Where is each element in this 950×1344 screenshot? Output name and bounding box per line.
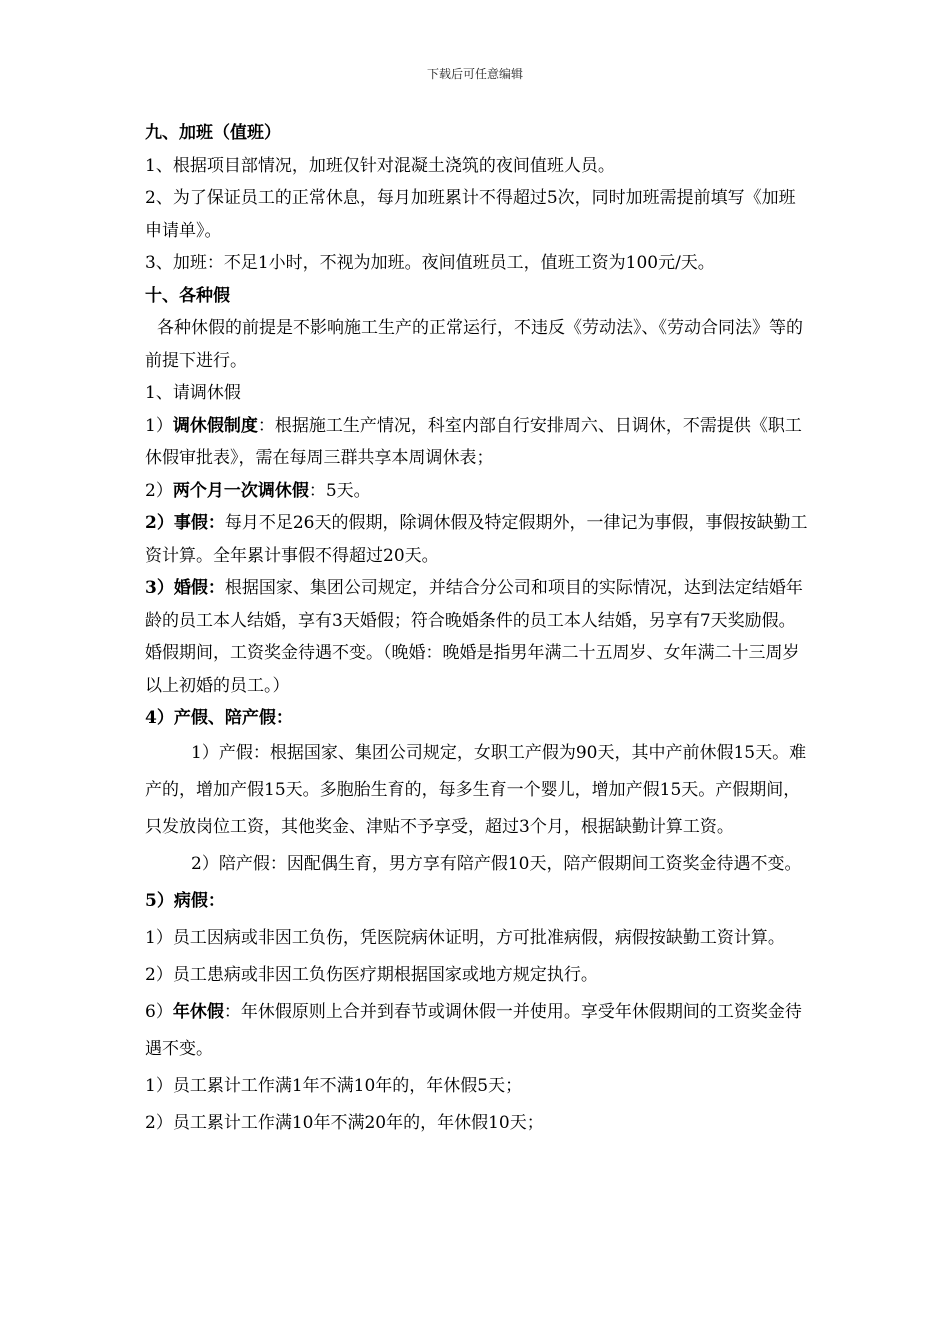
label: 2） xyxy=(145,480,173,501)
paragraph: 3、加班：不足1小时，不视为加班。夜间值班员工，值班工资为100元/天。 xyxy=(145,253,715,273)
paragraph xyxy=(145,507,810,572)
paragraph: 1、根据项目部情况，加班仅针对混凝土浇筑的夜间值班人员。 xyxy=(145,155,615,176)
bold-term: 调休假制度 xyxy=(172,415,258,436)
paragraph: 2）员工累计工作满10年不满20年的，年休假10天； xyxy=(145,1112,544,1133)
section-nine-title: 九、加班（值班） xyxy=(145,123,281,143)
paragraph: 2）员工患病或非因工负伤医疗期根据国家或地方规定执行。 xyxy=(145,964,598,985)
paragraph: 1、请调休假 xyxy=(145,383,241,403)
paragraph: 各种休假的前提是不影响施工生产的正常运行，不违反《劳动法》、《劳动合同法》等的前提下进行。 xyxy=(145,318,803,371)
subsection-title: 4）产假、陪产假： xyxy=(145,708,293,728)
paragraph xyxy=(145,994,810,1068)
paragraph: 1）产假：根据国家、集团公司规定，女职工产假为90天，其中产前休假15天。难产的，增加产假15天。多胞胎生育的，每多生育一个婴儿，增加产假15天。产假期间，只发放岗位工资，其他奖金、津贴不予享受，超过3个月，根据缺勤计算工资。 xyxy=(145,742,807,837)
page-header: 下载后可任意编辑 xyxy=(426,67,523,81)
paragraph xyxy=(145,475,810,508)
bold-term: 两个月一次调休假 xyxy=(172,480,309,501)
text: ：根据施工生产情况，科室内部自行安排周六、日调休，不需提供《职工休假审批表》，需在每周三群共享本周调休表； xyxy=(145,415,802,468)
text: 根据国家、集团公司规定，并结合分公司和项目的实际情况，达到法定结婚年龄的员工本人结婚，享有3天婚假；符合晚婚条件的员工本人结婚，另享有7天奖励假。婚假期间，工资奖金待遇不变。（晚婚：晚婚是指男年满二十五周岁、女年满二十三周岁以上初婚的员工。） xyxy=(145,578,803,696)
document-body xyxy=(145,117,810,1142)
text: ：5天。 xyxy=(308,480,371,501)
label: 1） xyxy=(145,415,173,436)
text: ：年休假原则上合并到春节或调休假一并使用。享受年休假期间的工资奖金待遇不变。 xyxy=(145,1001,802,1059)
paragraph xyxy=(145,410,810,475)
text: 每月不足26天的假期，除调休假及特定假期外，一律记为事假，事假按缺勤工资计算。全年累计事假不得超过20天。 xyxy=(145,513,808,566)
label: 6） xyxy=(145,1001,173,1022)
paragraph: 1）员工因病或非因工负伤，凭医院病休证明，方可批准病假，病假按缺勤工资计算。 xyxy=(145,927,785,948)
paragraph: 2）陪产假：因配偶生育，男方享有陪产假10天，陪产假期间工资奖金待遇不变。 xyxy=(191,853,802,874)
paragraph xyxy=(145,572,810,702)
bold-term: 3）婚假： xyxy=(145,578,225,598)
bold-term: 2）事假： xyxy=(145,513,225,533)
bold-term: 年休假 xyxy=(172,1001,224,1022)
section-ten-title: 十、各种假 xyxy=(145,285,230,306)
paragraph: 2、为了保证员工的正常休息，每月加班累计不得超过5次，同时加班需提前填写《加班申请单》。 xyxy=(145,188,796,241)
subsection-title: 5）病假： xyxy=(145,890,225,911)
paragraph: 1）员工累计工作满1年不满10年的，年休假5天； xyxy=(145,1075,523,1096)
